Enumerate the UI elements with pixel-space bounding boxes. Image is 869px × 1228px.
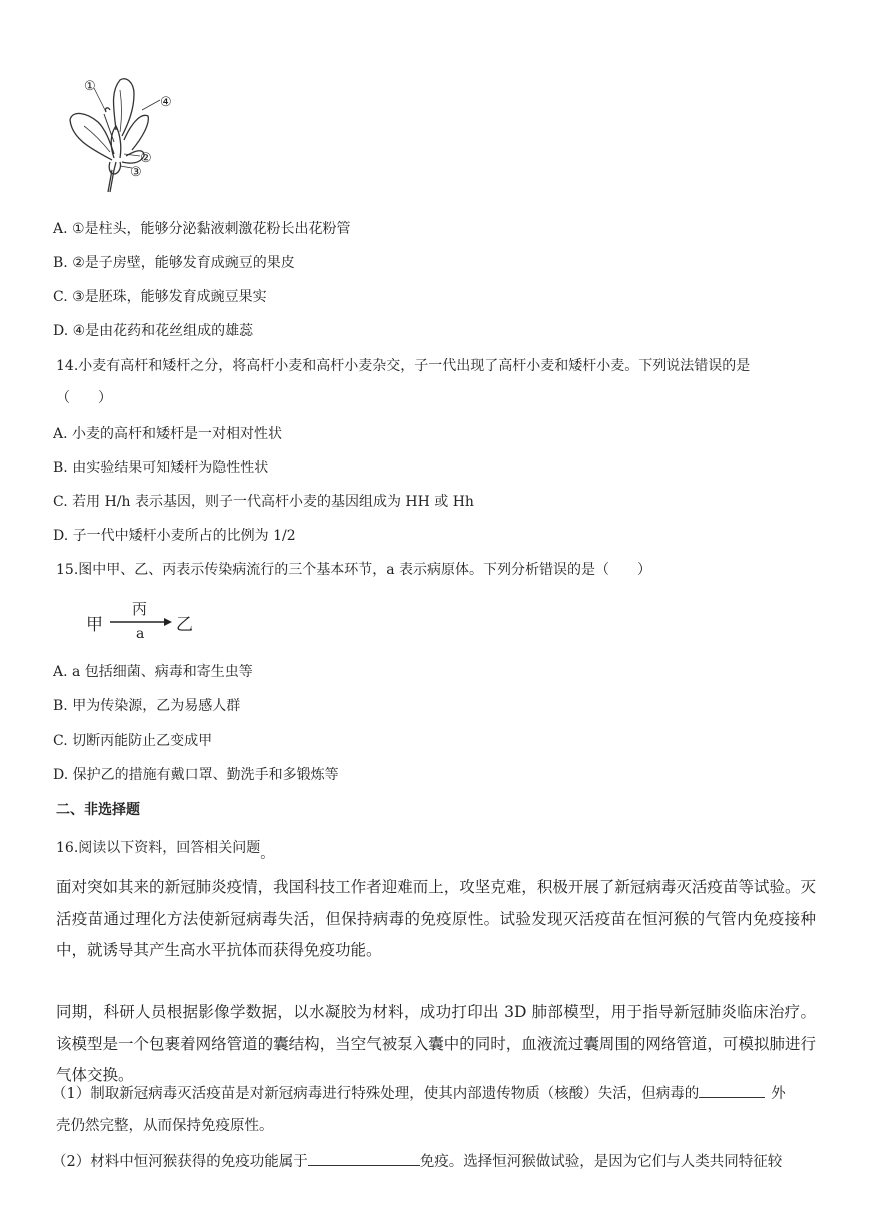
flower-label-1: ① (84, 79, 96, 94)
q14-option-a: A. 小麦的高杆和矮杆是一对相对性状 (53, 426, 283, 442)
q13-option-c: C. ③是胚珠，能够发育成豌豆果实 (53, 289, 267, 305)
q13-option-b: B. ②是子房壁，能够发育成豌豆的果皮 (53, 255, 295, 271)
flower-label-2: ② (140, 151, 152, 166)
q16-stem-mark: 。 (260, 846, 275, 862)
q14-option-b: B. 由实验结果可知矮杆为隐性性状 (53, 460, 269, 476)
q14-option-c: C. 若用 H/h 表示基因，则子一代高杆小麦的基因组成为 HH 或 Hh (53, 494, 474, 510)
q16-sub1-after: 外 (771, 1086, 786, 1102)
q13-option-a: A. ①是柱头，能够分泌黏液刺激花粉长出花粉管 (53, 221, 351, 237)
q14-stem-paren: （ ） (56, 390, 112, 406)
q16-sub1-text: （1）制取新冠病毒灭活疫苗是对新冠病毒进行特殊处理，使其内部遗传物质（核酸）失活，但病毒的 (52, 1086, 700, 1102)
q15-option-c: C. 切断丙能防止乙变成甲 (53, 733, 213, 749)
q16-sub1 (52, 1083, 786, 1104)
flower-figure (64, 70, 184, 194)
flower-label-4: ④ (160, 95, 172, 110)
diagram-jia: 甲 (86, 615, 103, 635)
q14-option-d: D. 子一代中矮杆小麦所占的比例为 1/2 (53, 528, 296, 544)
q16-stem (56, 838, 275, 862)
q16-paragraph-2: 同期，科研人员根据影像学数据，以水凝胶为材料，成功打印出 3D 肺部模型，用于指导新冠肺炎临床治疗。该模型是一个包裹着网络管道的囊结构，当空气被泵入囊中的同时，血液流过囊周围的网络管道，可模拟肺进行气体交换。 (56, 1003, 816, 1084)
section-title: 二、非选择题 (56, 802, 140, 818)
q16-stem-text: 16.阅读以下资料，回答相关问题 (56, 840, 261, 856)
q16-sub2-after: 免疫。选择恒河猴做试验，是因为它们与人类共同特征较 (419, 1154, 783, 1170)
q13-option-d: D. ④是由花药和花丝组成的雄蕊 (53, 323, 254, 339)
q16-sub2 (52, 1151, 782, 1172)
q16-sub1-line2: 壳仍然完整，从而保持免疫原性。 (56, 1118, 274, 1134)
q16-sub1-blank (699, 1083, 765, 1098)
transmission-diagram (82, 596, 212, 640)
flower-label-3: ③ (130, 165, 142, 180)
q16-sub2-blank (308, 1151, 420, 1166)
q15-stem: 15.图中甲、乙、丙表示传染病流行的三个基本环节，a 表示病原体。下列分析错误的是（ ） (56, 562, 652, 578)
diagram-bing: 丙 (132, 600, 148, 618)
q16-paragraph-1: 面对突如其来的新冠肺炎疫情，我国科技工作者迎难而上，攻坚克难，积极开展了新冠病毒灭活疫苗等试验。灭活疫苗通过理化方法使新冠病毒失活，但保持病毒的免疫原性。试验发现灭活疫苗在恒河猴的气管内免疫接种中，就诱导其产生高水平抗体而获得免疫功能。 (56, 878, 816, 959)
q15-option-a: A. a 包括细菌、病毒和寄生虫等 (53, 664, 253, 680)
diagram-a: a (136, 626, 145, 640)
q15-option-b: B. 甲为传染源，乙为易感人群 (53, 698, 241, 714)
q16-sub2-text: （2）材料中恒河猴获得的免疫功能属于 (52, 1154, 308, 1170)
q15-option-d: D. 保护乙的措施有戴口罩、勤洗手和多锻炼等 (53, 767, 339, 783)
diagram-yi: 乙 (176, 615, 193, 635)
q14-stem: 14.小麦有高杆和矮杆之分，将高杆小麦和高杆小麦杂交，子一代出现了高杆小麦和矮杆小麦。下列说法错误的是 (56, 358, 751, 374)
